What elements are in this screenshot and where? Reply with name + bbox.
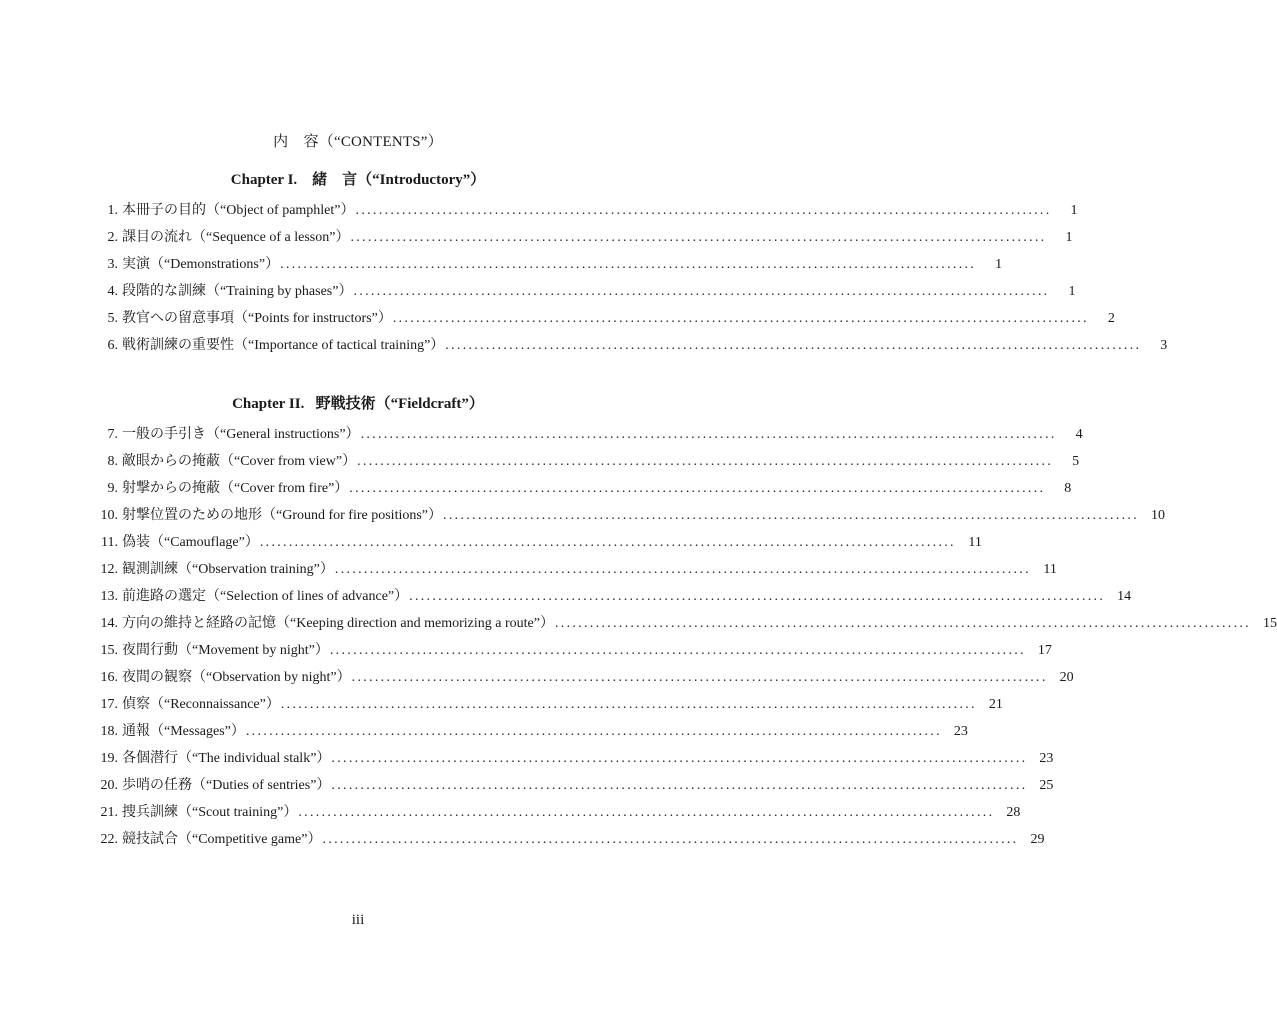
- chapter-heading-1: [0, 168, 716, 189]
- toc-entry-label: 射撃からの掩蔽（“Cover from fire”）: [122, 481, 349, 496]
- toc-entry-number: 7.: [107, 427, 118, 442]
- toc-entry-number: 17.: [100, 697, 118, 712]
- toc-entry: [100, 666, 1074, 693]
- toc-entry-label: 実演（“Demonstrations”）: [122, 257, 280, 272]
- toc-entry-label: 敵眼からの掩蔽（“Cover from view”）: [122, 454, 357, 469]
- dot-leader: ........................................................................................................................: [349, 481, 1046, 496]
- toc-entry: [100, 307, 1115, 334]
- toc-entry-page: 5: [1072, 454, 1080, 469]
- dot-leader: ........................................................................................................................: [355, 203, 1052, 218]
- dot-leader: ........................................................................................................................: [350, 230, 1047, 245]
- toc-entry-page: 1: [1068, 284, 1076, 299]
- chapter-label: Chapter I.: [230, 172, 298, 188]
- toc-entry-number: 9.: [107, 481, 118, 496]
- toc-entry: [100, 477, 1072, 504]
- toc-entry-number: 19.: [100, 751, 118, 766]
- toc-entry-page: 2: [1107, 311, 1115, 326]
- toc-entry: [100, 280, 1076, 307]
- dot-leader: ........................................................................................................................: [443, 508, 1140, 523]
- toc-entry-label: 方向の維持と経路の記憶（“Keeping direction and memorizing a route”）: [122, 616, 554, 631]
- toc-entry-number: 10.: [100, 508, 118, 523]
- toc-entry-page: 8: [1064, 481, 1072, 496]
- toc-entry: [100, 253, 1003, 280]
- toc-entry-number: 14.: [100, 616, 118, 631]
- toc-entry-page: 23: [1039, 751, 1054, 766]
- toc-entry-page: 3: [1160, 338, 1168, 353]
- toc-entry-number: 16.: [100, 670, 118, 685]
- toc-entry-number: 6.: [107, 338, 118, 353]
- toc-entry-number: 11.: [101, 535, 118, 550]
- toc-entry-number: 20.: [100, 778, 118, 793]
- toc-entry-number: 8.: [107, 454, 118, 469]
- dot-leader: ........................................................................................................................: [360, 427, 1057, 442]
- chapter-name: 野戦技術（“Fieldcraft”）: [315, 396, 484, 412]
- toc-entry-page: 25: [1039, 778, 1054, 793]
- toc-entry-page: 23: [953, 724, 968, 739]
- toc-entry-number: 2.: [107, 230, 118, 245]
- toc-entry-label: 本冊子の目的（“Object of pamphlet”）: [122, 203, 355, 218]
- chapter-name: 緒 言（“Introductory”）: [312, 172, 486, 188]
- toc-entry-number: 13.: [100, 589, 118, 604]
- toc-entry-label: 課目の流れ（“Sequence of a lesson”）: [122, 230, 350, 245]
- toc-entry-label: 一般の手引き（“General instructions”）: [122, 427, 360, 442]
- toc-entry: [100, 585, 1132, 612]
- toc-entry: [100, 693, 1003, 720]
- dot-leader: ........................................................................................................................: [554, 616, 1251, 631]
- toc-entry: [100, 828, 1045, 855]
- toc-entry: [100, 801, 1021, 828]
- toc-entry: [100, 774, 1054, 801]
- toc-entry-label: 競技試合（“Competitive game”）: [122, 832, 322, 847]
- toc-entry-number: 3.: [107, 257, 118, 272]
- toc-entry: [100, 531, 982, 558]
- toc-entry-page: 20: [1059, 670, 1074, 685]
- toc-entry-page: 1: [1070, 203, 1078, 218]
- toc-entry: [100, 423, 1083, 450]
- toc-entry-label: 前進路の選定（“Selection of lines of advance”）: [122, 589, 409, 604]
- toc-entry-page: 28: [1006, 805, 1021, 820]
- toc-entry-label: 段階的な訓練（“Training by phases”）: [122, 284, 353, 299]
- dot-leader: ........................................................................................................................: [331, 778, 1028, 793]
- toc-entry-page: 14: [1117, 589, 1132, 604]
- page-title: 内 容（“CONTENTS”）: [273, 134, 443, 150]
- toc-entry-label: 戦術訓練の重要性（“Importance of tactical training”）: [122, 338, 445, 353]
- toc-entry-label: 夜間の観察（“Observation by night”）: [122, 670, 351, 685]
- toc-list-chapter-1: [100, 199, 1168, 361]
- toc-entry: [100, 612, 1277, 639]
- toc-entry-number: 15.: [100, 643, 118, 658]
- toc-entry-label: 偵察（“Reconnaissance”）: [122, 697, 280, 712]
- dot-leader: ........................................................................................................................: [334, 562, 1031, 577]
- toc-entry-label: 観測訓練（“Observation training”）: [122, 562, 334, 577]
- dot-leader: ........................................................................................................................: [445, 338, 1142, 353]
- toc-entry: [100, 450, 1080, 477]
- toc-entry-number: 12.: [100, 562, 118, 577]
- toc-entry: [100, 334, 1168, 361]
- toc-entry-number: 5.: [107, 311, 118, 326]
- toc-entry-label: 各個潜行（“The individual stalk”）: [122, 751, 331, 766]
- toc-entry-label: 通報（“Messages”）: [122, 724, 245, 739]
- dot-leader: ........................................................................................................................: [298, 805, 995, 820]
- toc-entry-page: 29: [1030, 832, 1045, 847]
- toc-entry: [100, 747, 1054, 774]
- toc-entry-label: 偽装（“Camouflage”）: [122, 535, 259, 550]
- toc-entry-page: 1: [995, 257, 1003, 272]
- toc-entry-page: 11: [968, 535, 982, 550]
- toc-entry: [100, 199, 1078, 226]
- toc-entry-number: 22.: [100, 832, 118, 847]
- dot-leader: ........................................................................................................................: [409, 589, 1106, 604]
- toc-entry-page: 11: [1043, 562, 1057, 577]
- dot-leader: ........................................................................................................................: [329, 643, 1026, 658]
- chapter-label: Chapter II.: [232, 396, 305, 412]
- toc-entry-page: 1: [1065, 230, 1073, 245]
- toc-entry-page: 4: [1075, 427, 1083, 442]
- toc-entry-number: 18.: [100, 724, 118, 739]
- dot-leader: ........................................................................................................................: [280, 697, 977, 712]
- toc-entry: [100, 720, 968, 747]
- dot-leader: ........................................................................................................................: [331, 751, 1028, 766]
- page-number: iii: [351, 912, 365, 928]
- toc-list-chapter-2: [100, 423, 1277, 855]
- toc-entry-page: 17: [1037, 643, 1052, 658]
- toc-entry-number: 1.: [107, 203, 118, 218]
- dot-leader: ........................................................................................................................: [351, 670, 1048, 685]
- toc-entry-label: 捜兵訓練（“Scout training”）: [122, 805, 298, 820]
- toc-entry-number: 4.: [107, 284, 118, 299]
- toc-entry-page: 15: [1262, 616, 1277, 631]
- toc-entry-label: 夜間行動（“Movement by night”）: [122, 643, 329, 658]
- dot-leader: ........................................................................................................................: [357, 454, 1054, 469]
- toc-entry-label: 射撃位置のための地形（“Ground for fire positions”）: [122, 508, 443, 523]
- toc-entry-label: 歩哨の任務（“Duties of sentries”）: [122, 778, 331, 793]
- dot-leader: ........................................................................................................................: [353, 284, 1050, 299]
- dot-leader: ........................................................................................................................: [322, 832, 1019, 847]
- toc-entry: [100, 558, 1057, 585]
- toc-entry-page: 21: [988, 697, 1003, 712]
- toc-entry: [100, 226, 1073, 253]
- toc-entry-number: 21.: [100, 805, 118, 820]
- toc-entry: [100, 504, 1166, 531]
- toc-entry-label: 教官への留意事項（“Points for instructors”）: [122, 311, 392, 326]
- dot-leader: ........................................................................................................................: [392, 311, 1089, 326]
- toc-entry-page: 10: [1151, 508, 1166, 523]
- dot-leader: ........................................................................................................................: [259, 535, 956, 550]
- toc-entry: [100, 639, 1052, 666]
- dot-leader: ........................................................................................................................: [245, 724, 942, 739]
- chapter-heading-2: [0, 392, 716, 413]
- dot-leader: ........................................................................................................................: [280, 257, 977, 272]
